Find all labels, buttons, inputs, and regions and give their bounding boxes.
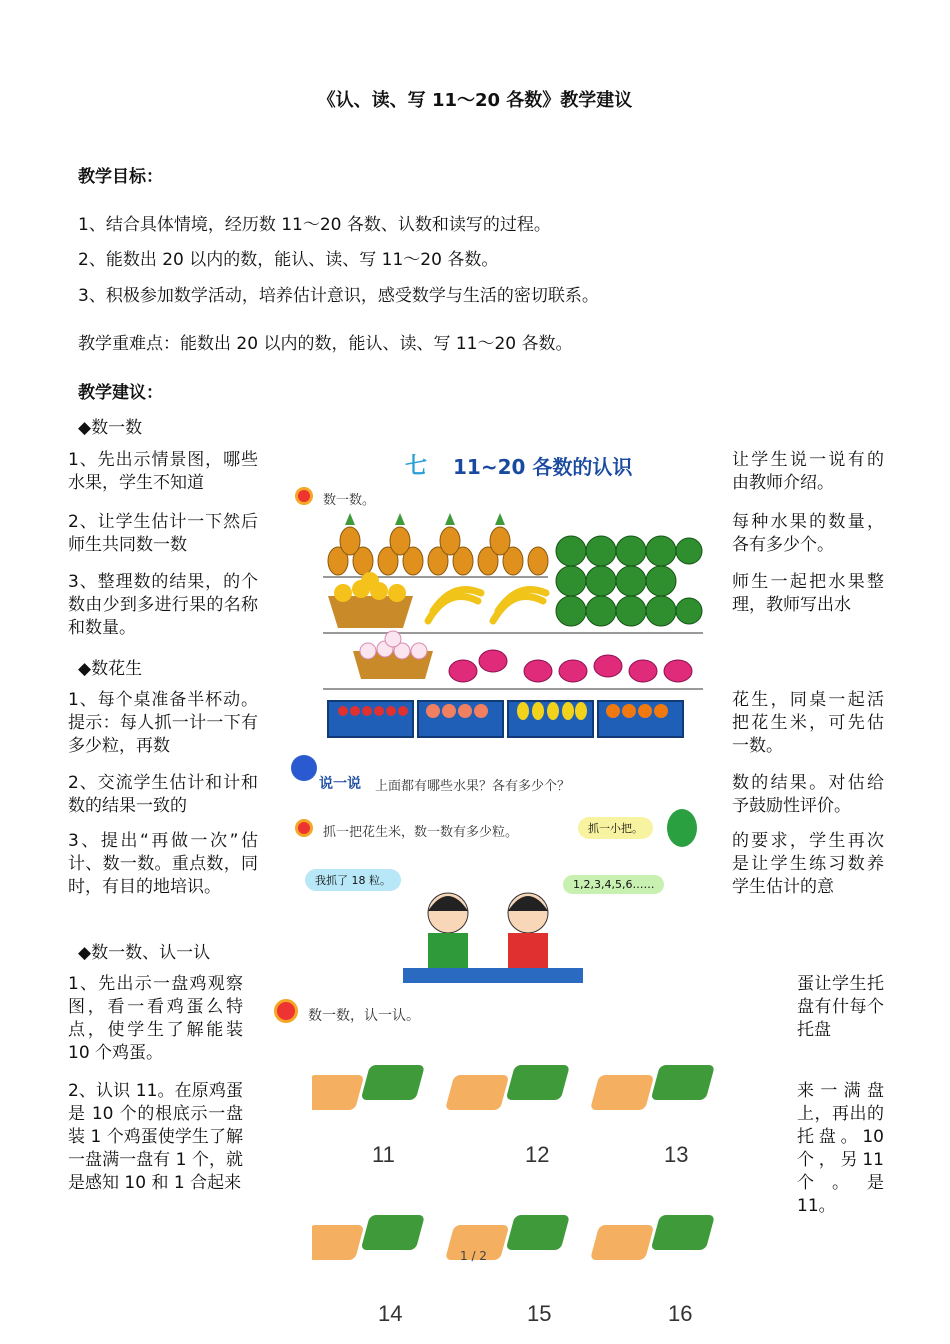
goal-1: 1、结合具体情境，经历数 11～20 各数、认数和读写的过程。 (78, 215, 551, 235)
say-text: 上面都有哪些水果？各有多少个？ (375, 779, 571, 794)
section2-right-3: 的要求，学生再次是让学生练习数养学生估计的意 (732, 831, 884, 897)
speech-bubble-1: 抓一小把。 (578, 817, 653, 839)
fruit-shelf-illustration (323, 511, 703, 741)
chapter-number: 七 (405, 454, 428, 479)
section3-left-2: 2、认识 11。在原鸡蛋是 10 个的根底示一盘装 1 个鸡蛋使学生了解一盘满一盘有 1 个，就是感知 10 和 1 合起来 (68, 1081, 243, 1193)
section2-right-1: 花生，同桌一起活把花生米，可先估一数。 (732, 690, 884, 756)
egg-label: 数一数，认一认。 (308, 1008, 420, 1024)
section2-heading: ◆数花生 (78, 659, 143, 679)
egg-count-14: 14 (378, 1301, 403, 1326)
section3-right-1: 蛋让学生托盘有什每个托盘 (797, 974, 884, 1040)
section3-right-2: 来一满盘上，再出的托盘。10 个，另11 个。是 11。 (797, 1081, 884, 1216)
flower-icon (295, 819, 313, 837)
page-number: 1 / 2 (460, 1249, 487, 1263)
egg-count-13: 13 (664, 1142, 689, 1167)
speech-bubble-2: 我抓了 18 粒。 (305, 869, 401, 891)
egg-trays-illustration (312, 1065, 752, 1285)
chapter-title: 11~20 各数的认识 (453, 455, 633, 479)
goal-3: 3、积极参加数学活动，培养估计意识，感受数学与生活的密切联系。 (78, 286, 599, 306)
textbook-fruit-image (283, 443, 721, 983)
goal-2: 2、能数出 20 以内的数，能认、读、写 11～20 各数。 (78, 250, 499, 270)
section1-left-1: 1、先出示情景图，哪些水果，学生不知道 (68, 450, 258, 493)
suggest-heading: 教学建议： (78, 383, 163, 403)
section1-right-3: 师生一起把水果整理，教师写出水 (732, 572, 884, 615)
textbook-egg-image (262, 985, 762, 1344)
section1-left-2: 2、让学生估计一下然后师生共同数一数 (68, 512, 258, 555)
section3-left-1: 1、先出示一盘鸡观察图，看一看鸡蛋么特点，使学生了解能装 10 个鸡蛋。 (68, 974, 243, 1063)
frog-icon (667, 809, 697, 847)
peanut-text: 抓一把花生米，数一数有多少粒。 (323, 825, 519, 840)
section1-left-3: 3、整理数的结果，的个数由少到多进行果的名称和数量。 (68, 572, 258, 638)
goals-heading: 教学目标： (78, 167, 163, 187)
section2-left-3: 3、提出“再做一次”估计、数一数。重点数，同时，有目的地培识。 (68, 831, 258, 897)
section1-right-2: 每种水果的数量，各有多少个。 (732, 512, 884, 555)
say-label: 说一说 (319, 776, 361, 792)
children-illustration (403, 883, 583, 983)
microphone-icon (291, 755, 317, 781)
key-points: 教学重难点：能数出 20 以内的数，能认、读、写 11～20 各数。 (78, 334, 573, 354)
flower-icon (274, 999, 298, 1023)
egg-count-11: 11 (372, 1142, 395, 1167)
speech-bubble-3: 1,2,3,4,5,6…… (563, 875, 664, 894)
document-title: 《认、读、写 11～20 各数》教学建议 (317, 90, 633, 111)
section2-right-2: 数的结果。对估给予鼓励性评价。 (732, 773, 884, 816)
flower-icon (295, 487, 313, 505)
section2-left-2: 2、交流学生估计和计和数的结果一致的 (68, 773, 258, 816)
section2-left-1: 1、每个桌准备半杯动。提示：每人抓一计一下有多少粒，再数 (68, 690, 258, 756)
section1-heading: ◆数一数 (78, 418, 143, 438)
section3-heading: ◆数一数、认一认 (78, 943, 211, 963)
count-label: 数一数。 (323, 493, 376, 508)
egg-count-15: 15 (527, 1301, 552, 1326)
section1-right-1: 让学生说一说有的由教师介绍。 (732, 450, 884, 493)
egg-count-12: 12 (525, 1142, 550, 1167)
egg-count-16: 16 (668, 1301, 693, 1326)
